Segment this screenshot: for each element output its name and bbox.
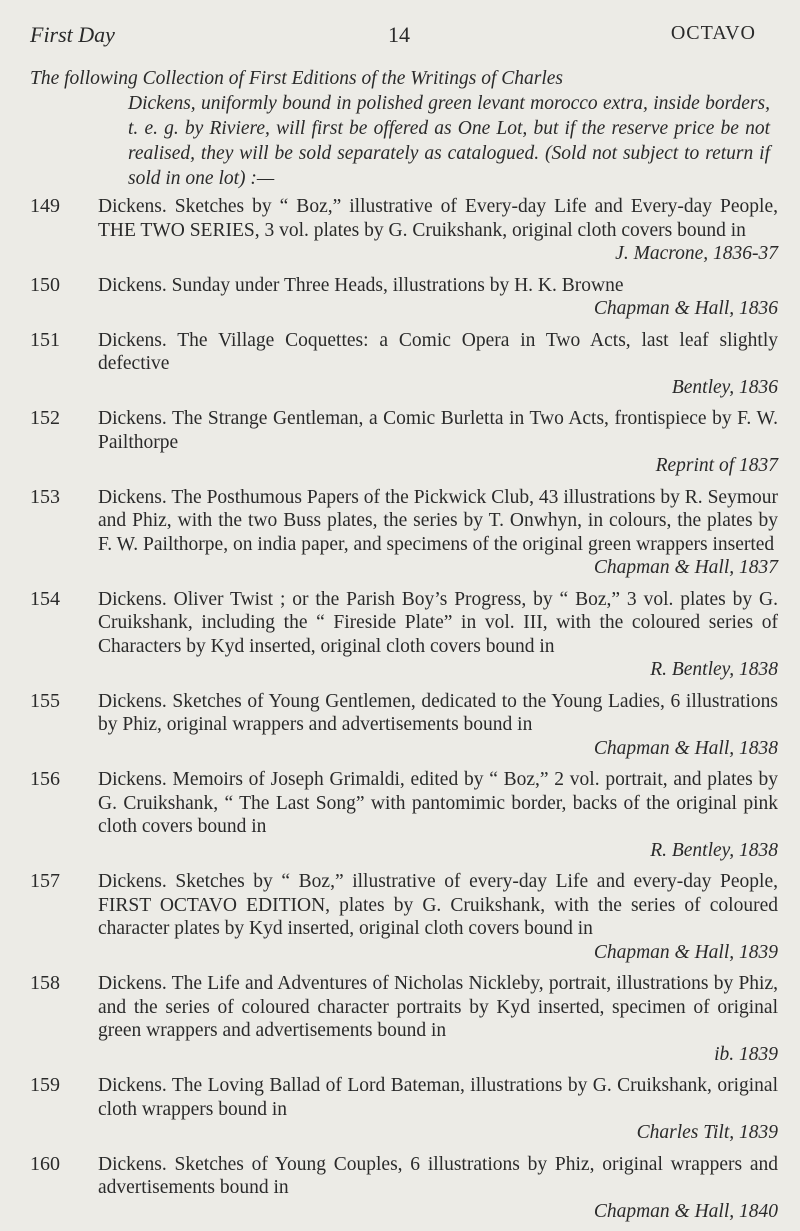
lot-text: Dickens. Sketches by “ Boz,” illustrative of Every-day Life and Every-day People, THE TWO SERIES, 3 vol. plates by G. Cruikshank, original cloth covers bound in [98, 196, 778, 241]
lot-entry [30, 195, 778, 266]
lot-text: Dickens. Sketches by “ Boz,” illustrative of every-day Life and every-day People, FIRST OCTAVO EDITION, plates by G. Cruikshank, with the series of coloured character plates by Kyd inserted, original cloth covers bound in [98, 871, 778, 939]
lot-number: 156 [30, 768, 60, 790]
lot-imprint: Chapman & Hall, 1839 [593, 941, 778, 963]
lot-imprint: ib. 1839 [714, 1043, 778, 1065]
lot-number: 153 [30, 485, 60, 508]
lot-entry [30, 768, 778, 862]
lot-text: Dickens. Sketches of Young Gentlemen, dedicated to the Young Ladies, 6 illustrations by Phiz, original wrappers and advertisements bound in [98, 690, 778, 735]
lot-number: 155 [30, 689, 60, 712]
lot-entry [30, 972, 778, 1066]
lot-entry [30, 1074, 778, 1145]
lot-entry [30, 870, 778, 964]
lot-imprint: Chapman & Hall, 1837 [593, 557, 778, 578]
lot-entry [30, 690, 778, 761]
lot-entry [30, 407, 778, 478]
lot-description [98, 407, 778, 478]
lot-text: Dickens. Oliver Twist ; or the Parish Boy’s Progress, by “ Boz,” 3 vol. plates by G. Cruikshank, including the “ Fireside Plate” in vol. III, with the coloured series of Characters by Kyd inserted, original cloth covers bound in [98, 588, 778, 657]
lot-number: 149 [30, 195, 60, 217]
lot-description [98, 768, 778, 862]
lot-entry [30, 274, 778, 321]
format-label: OCTAVO [670, 22, 756, 44]
lot-list [30, 195, 778, 1231]
lot-text: Dickens. Sunday under Three Heads, illustrations by H. K. Browne [98, 274, 624, 296]
lot-description [98, 690, 778, 761]
lot-imprint: Chapman & Hall, 1840 [593, 1200, 778, 1222]
lot-imprint: R. Bentley, 1838 [650, 659, 778, 680]
lot-text: Dickens. The Loving Ballad of Lord Bateman, illustrations by G. Cruikshank, original cloth wrappers bound in [98, 1075, 778, 1120]
page-number: 14 [388, 22, 410, 47]
lot-description [98, 1074, 778, 1145]
lot-description [98, 972, 778, 1066]
running-head [0, 22, 800, 52]
lot-description [98, 329, 778, 400]
collection-intro [30, 66, 770, 191]
lot-number: 150 [30, 273, 60, 296]
lot-number: 160 [30, 1152, 60, 1175]
lot-text: Dickens. The Posthumous Papers of the Pickwick Club, 43 illustrations by R. Seymour and Phiz, with the two Buss plates, the series by T. Onwhyn, in colours, the plates by F. W. Pailthorpe, on india paper, and specimens of the original green wrappers inserted [98, 486, 778, 555]
lot-imprint: R. Bentley, 1838 [650, 839, 778, 861]
lot-imprint: Bentley, 1836 [671, 376, 778, 398]
lot-text: Dickens. The Strange Gentleman, a Comic Burletta in Two Acts, frontispiece by F. W. Pailthorpe [98, 408, 778, 453]
lot-imprint: Reprint of 1837 [655, 455, 778, 476]
day-label: First Day [30, 22, 115, 47]
intro-lead: The following Collection of First Editions of the Writings of Charles [30, 68, 564, 89]
lot-entry [30, 1153, 778, 1224]
lot-entry [30, 329, 778, 400]
lot-imprint: Charles Tilt, 1839 [636, 1122, 778, 1143]
lot-text: Dickens. The Life and Adventures of Nicholas Nickleby, portrait, illustrations by Phiz, and the series of coloured character portraits by Kyd inserted, specimen of original green wrappers and advertisements bound in [98, 973, 778, 1041]
lot-number: 157 [30, 870, 60, 892]
lot-number: 159 [30, 1074, 60, 1096]
lot-number: 151 [30, 328, 60, 351]
lot-description [98, 588, 778, 682]
lot-description [98, 195, 778, 266]
lot-number: 152 [30, 407, 60, 429]
lot-description [98, 1153, 778, 1224]
lot-entry [30, 588, 778, 682]
lot-number: 154 [30, 587, 60, 610]
lot-imprint: Chapman & Hall, 1836 [593, 298, 778, 319]
lot-text: Dickens. Memoirs of Joseph Grimaldi, edited by “ Boz,” 2 vol. portrait, and plates by G. Cruikshank, “ The Last Song” with pantomimic border, backs of the original pink cloth covers bound in [98, 769, 778, 837]
lot-description [98, 870, 778, 964]
lot-number: 158 [30, 972, 60, 994]
lot-text: Dickens. Sketches of Young Couples, 6 illustrations by Phiz, original wrappers and advertisements bound in [98, 1153, 778, 1198]
lot-text: Dickens. The Village Coquettes: a Comic Opera in Two Acts, last leaf slightly defective [98, 329, 778, 374]
lot-imprint: Chapman & Hall, 1838 [593, 737, 778, 759]
lot-imprint: J. Macrone, 1836-37 [615, 243, 778, 264]
intro-text: Dickens, uniformly bound in polished green levant morocco extra, inside borders, t. e. g. by Riviere, will first be offered as One Lot, but if the reserve price be not realised, they will be sold separately as catalogued. (Sold not subject to return if sold in one lot) :— [128, 93, 770, 189]
lot-description [98, 486, 778, 580]
lot-entry [30, 486, 778, 580]
lot-description [98, 274, 778, 321]
